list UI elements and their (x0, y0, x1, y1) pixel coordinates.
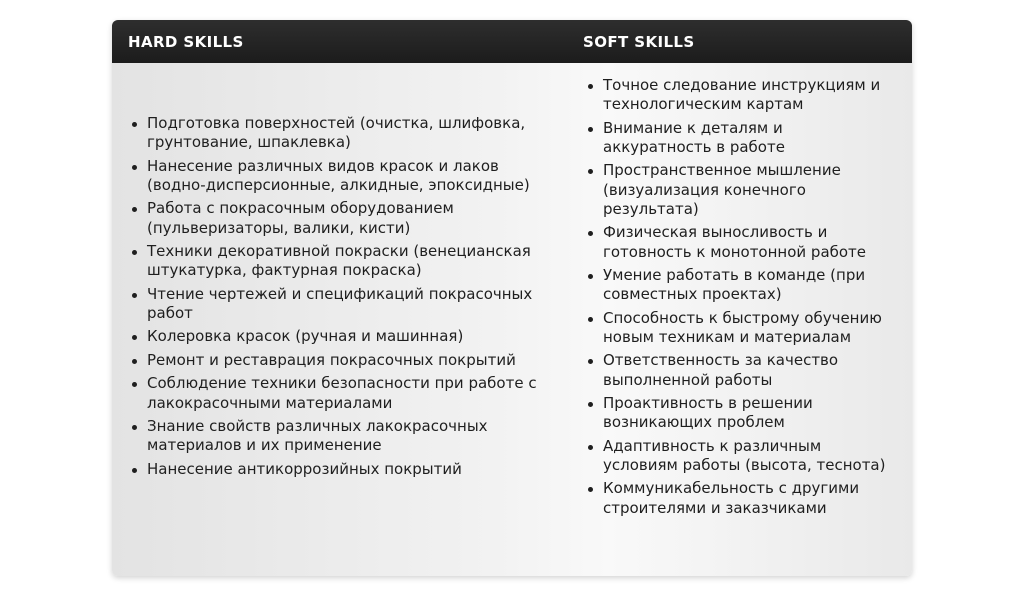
list-item: Ремонт и реставрация покрасочных покрытий (128, 351, 558, 370)
table-header (112, 20, 912, 63)
list-item: Внимание к деталям и аккуратность в работе (584, 119, 894, 158)
list-item: Проактивность в решении возникающих проблем (584, 394, 894, 433)
skills-table (112, 20, 912, 576)
list-item: Знание свойств различных лакокрасочных материалов и их применение (128, 417, 558, 456)
list-item: Нанесение различных видов красок и лаков (водно-дисперсионные, алкидные, эпоксидные) (128, 157, 558, 196)
list-item: Пространственное мышление (визуализация конечного результата) (584, 161, 894, 219)
hard-skills-title: HARD SKILLS (128, 33, 244, 51)
list-item: Адаптивность к различным условиям работы (высота, теснота) (584, 437, 894, 476)
list-item: Умение работать в команде (при совместных проектах) (584, 266, 894, 305)
list-item: Коммуникабельность с другими строителями и заказчиками (584, 479, 894, 518)
list-item: Подготовка поверхностей (очистка, шлифовка, грунтование, шпаклевка) (128, 114, 558, 153)
list-item: Ответственность за качество выполненной работы (584, 351, 894, 390)
soft-skills-list (584, 76, 894, 522)
list-item: Колеровка красок (ручная и машинная) (128, 327, 558, 346)
hard-skills-list (128, 114, 558, 483)
list-item: Соблюдение техники безопасности при работе с лакокрасочными материалами (128, 374, 558, 413)
list-item: Физическая выносливость и готовность к монотонной работе (584, 223, 894, 262)
list-item: Нанесение антикоррозийных покрытий (128, 460, 558, 479)
list-item: Точное следование инструкциям и технологическим картам (584, 76, 894, 115)
list-item: Чтение чертежей и спецификаций покрасочных работ (128, 285, 558, 324)
list-item: Работа с покрасочным оборудованием (пульверизаторы, валики, кисти) (128, 199, 558, 238)
list-item: Техники декоративной покраски (венецианская штукатурка, фактурная покраска) (128, 242, 558, 281)
list-item: Способность к быстрому обучению новым техникам и материалам (584, 309, 894, 348)
soft-skills-title: SOFT SKILLS (583, 33, 695, 51)
